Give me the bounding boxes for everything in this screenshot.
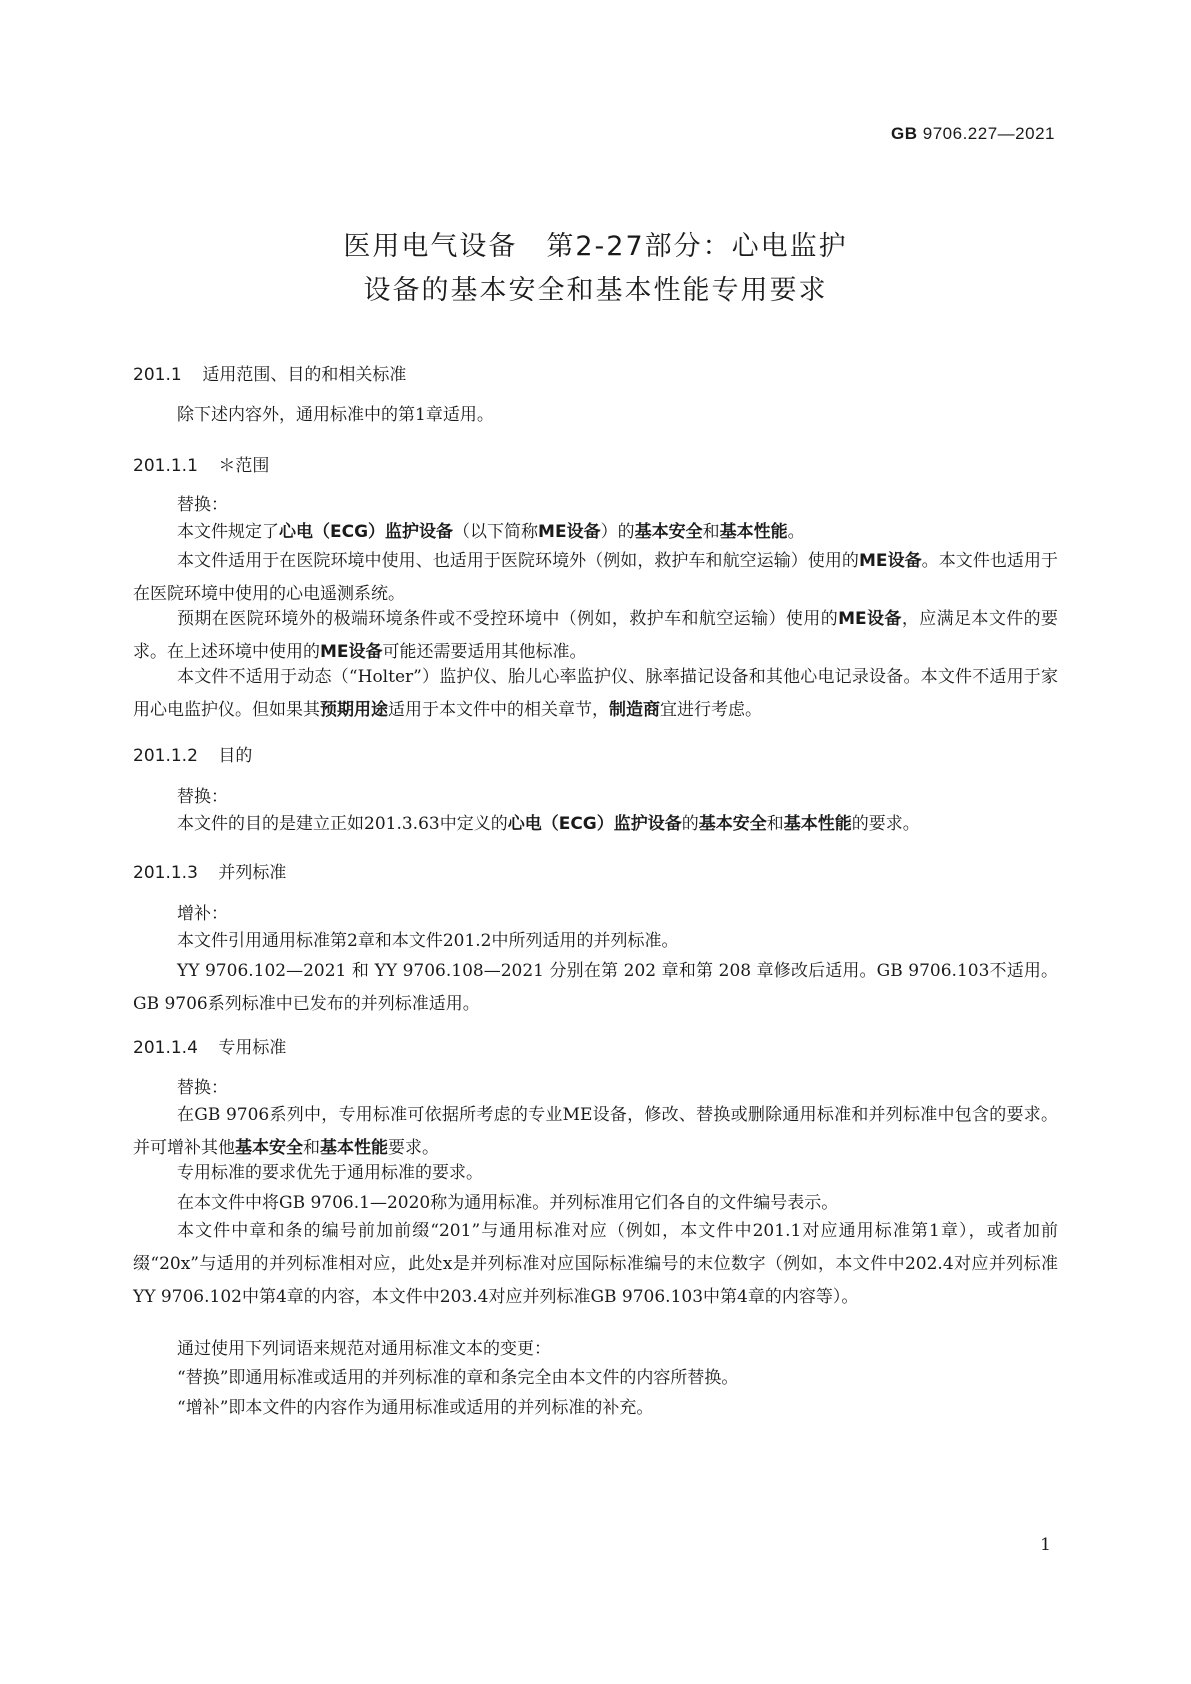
term-me-equipment: ME设备 xyxy=(838,609,902,629)
standard-prefix: GB xyxy=(891,124,918,143)
paragraph: “增补”即本文件的内容作为通用标准或适用的并列标准的补充。 xyxy=(177,1398,654,1418)
standard-number: 9706.227—2021 xyxy=(922,124,1055,143)
section-title: 适用范围、目的和相关标准 xyxy=(202,365,407,385)
term-basic-safety: 基本安全 xyxy=(634,522,703,542)
paragraph: 专用标准的要求优先于通用标准的要求。 xyxy=(177,1163,483,1183)
paragraph: 通过使用下列词语来规范对通用标准文本的变更： xyxy=(177,1339,551,1359)
section-number: 201.1.2 xyxy=(133,746,198,766)
section-number: 201.1.4 xyxy=(133,1038,198,1058)
paragraph-scope: 本文件规定了心电（ECG）监护设备（以下简称ME设备）的基本安全和基本性能。 xyxy=(177,522,805,542)
title-line-2: 设备的基本安全和基本性能专用要求 xyxy=(363,275,828,306)
term-basic-safety: 基本安全 xyxy=(698,814,767,834)
term-manufacturer: 制造商 xyxy=(609,700,660,720)
paragraph-replace: 替换： xyxy=(177,787,228,807)
section-number: 201.1 xyxy=(133,365,182,385)
term-ecg-monitor: 心电（ECG）监护设备 xyxy=(279,522,454,542)
section-title: ＊范围 xyxy=(218,456,270,476)
paragraph-addition: 增补： xyxy=(177,904,228,924)
section-number: 201.1.1 xyxy=(133,456,198,476)
term-essential-performance: 基本性能 xyxy=(719,522,788,542)
paragraph-applicability: 本文件适用于在医院环境中使用、也适用于医院环境外（例如，救护车和航空运输）使用的ME设备。本文件也适用于在医院环境中使用的心电遥测系统。 xyxy=(133,551,1059,604)
paragraph: “替换”即通用标准或适用的并列标准的章和条完全由本文件的内容所替换。 xyxy=(177,1368,739,1388)
term-essential-performance: 基本性能 xyxy=(320,1138,388,1158)
section-heading-201-1-4 xyxy=(133,1033,286,1058)
paragraph-object: 本文件的目的是建立正如201.3.63中定义的心电（ECG）监护设备的基本安全和基本性能的要求。 xyxy=(177,814,920,834)
paragraph: YY 9706.102—2021 和 YY 9706.108—2021 分别在第 202 章和第 208 章修改后适用。GB 9706.103不适用。GB 9706系列标准中已发布的并列标准适用。 xyxy=(133,961,1058,1014)
section-heading-201-1-3 xyxy=(133,858,286,883)
paragraph: 除下述内容外，通用标准中的第1章适用。 xyxy=(177,405,494,425)
term-ecg-monitor: 心电（ECG）监护设备 xyxy=(507,814,682,834)
section-heading-201-1 xyxy=(133,360,406,385)
paragraph-numbering: 本文件中章和条的编号前加前缀“201”与通用标准对应（例如，本文件中201.1对应通用标准第1章），或者加前缀“20x”与适用的并列标准相对应，此处x是并列标准对应国际标准编号的末位数字（例如，本文件中202.4对应并列标准YY 9706.102中第4章的内容，本文件中203.4对应并列标准GB 9706.103中第4章的内容等）。 xyxy=(133,1221,1058,1307)
term-me-equipment: ME设备 xyxy=(320,642,383,662)
section-title: 专用标准 xyxy=(218,1038,287,1058)
paragraph-extreme-env: 预期在医院环境外的极端环境条件或不受控环境中（例如，救护车和航空运输）使用的ME设备，应满足本文件的要求。在上述环境中使用的ME设备可能还需要适用其他标准。 xyxy=(133,609,1059,662)
section-number: 201.1.3 xyxy=(133,863,198,883)
section-title: 并列标准 xyxy=(218,863,287,883)
section-heading-201-1-2 xyxy=(133,741,252,766)
paragraph-exclusions: 本文件不适用于动态（“Holter”）监护仪、胎儿心率监护仪、脉率描记设备和其他心电记录设备。本文件不适用于家用心电监护仪。但如果其预期用途适用于本文件中的相关章节，制造商宜进行考虑。 xyxy=(133,667,1058,720)
term-basic-safety: 基本安全 xyxy=(235,1138,303,1158)
term-me-equipment: ME设备 xyxy=(538,522,601,542)
term-intended-use: 预期用途 xyxy=(320,700,388,720)
term-essential-performance: 基本性能 xyxy=(783,814,852,834)
section-heading-201-1-1 xyxy=(133,451,269,476)
term-me-equipment: ME设备 xyxy=(858,551,922,571)
document-title xyxy=(0,225,1191,313)
paragraph-replace: 替换： xyxy=(177,1078,228,1098)
paragraph: 本文件引用通用标准第2章和本文件201.2中所列适用的并列标准。 xyxy=(177,931,679,951)
paragraph-replace: 替换： xyxy=(177,495,228,515)
standard-code xyxy=(891,124,1055,144)
title-line-1: 医用电气设备 第2-27部分：心电监护 xyxy=(343,231,848,262)
paragraph: 在本文件中将GB 9706.1—2020称为通用标准。并列标准用它们各自的文件编号表示。 xyxy=(177,1193,839,1213)
paragraph-particular: 在GB 9706系列中，专用标准可依据所考虑的专业ME设备，修改、替换或删除通用标准和并列标准中包含的要求。并可增补其他基本安全和基本性能要求。 xyxy=(133,1105,1058,1158)
page-number: 1 xyxy=(1040,1535,1051,1555)
section-title: 目的 xyxy=(218,746,253,766)
